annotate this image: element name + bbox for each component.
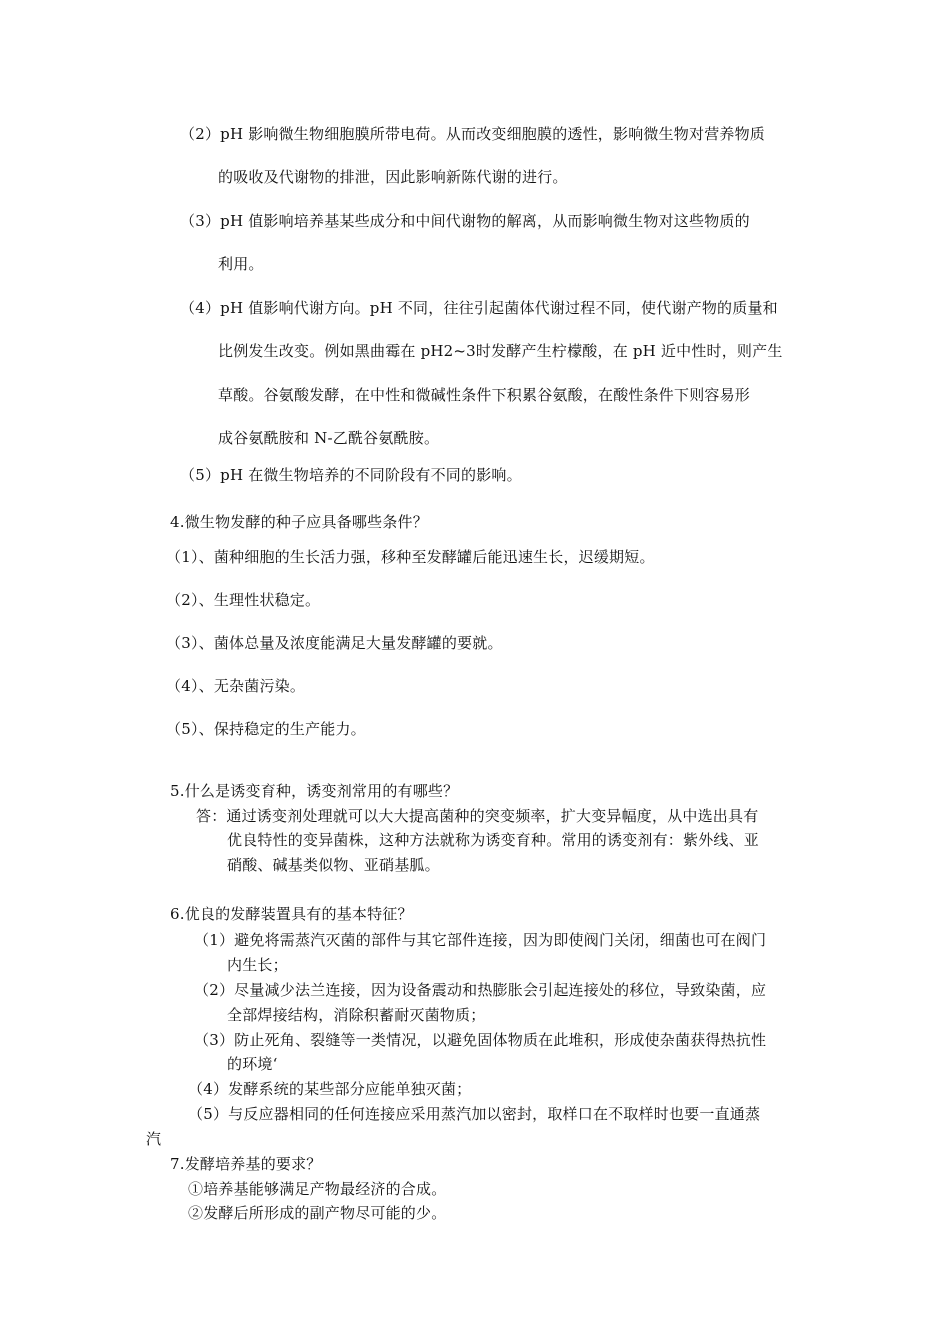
text-line: 利用。 (218, 255, 264, 273)
text-line: （4）发酵系统的某些部分应能单独灭菌； (188, 1080, 472, 1098)
text-line: （2）、生理性状稳定。 (166, 591, 321, 609)
text-line: （5）与反应器相同的任何连接应采用蒸汽加以密封，取样口在不取样时也要一直通蒸 (188, 1105, 761, 1123)
text-line: 内生长； (227, 956, 288, 974)
text-line: （1）避免将需蒸汽灭菌的部件与其它部件连接，因为即使阀门关闭，细菌也可在阀门 (194, 931, 767, 949)
text-line: （4）pH 值影响代谢方向。pH 不同，往往引起菌体代谢过程不同，使代谢产物的质量和 (180, 299, 778, 317)
text-line: 比例发生改变。例如黑曲霉在 pH2~3时发酵产生柠檬酸，在 pH 近中性时，则产生 (218, 342, 783, 360)
text-line: 汽 (146, 1130, 162, 1148)
text-line: 答：通过诱变剂处理就可以大大提高菌种的突变频率，扩大变异幅度，从中选出具有 (196, 807, 759, 825)
text-line: 成谷氨酰胺和 N-乙酰谷氨酰胺。 (218, 429, 440, 447)
text-line: 草酸。谷氨酸发酵，在中性和微碱性条件下积累谷氨酸，在酸性条件下则容易形 (218, 386, 751, 404)
question-heading: 4.微生物发酵的种子应具备哪些条件？ (170, 513, 428, 531)
question-heading: 7.发酵培养基的要求？ (170, 1155, 322, 1173)
text-line: （3）、菌体总量及浓度能满足大量发酵罐的要就。 (166, 634, 503, 652)
text-line: （1）、菌种细胞的生长活力强，移种至发酵罐后能迅速生长，迟缓期短。 (166, 548, 655, 566)
text-line: 的环境‘ (227, 1055, 278, 1073)
question-heading: 6.优良的发酵装置具有的基本特征？ (170, 905, 413, 923)
text-line: 的吸收及代谢物的排泄，因此影响新陈代谢的进行。 (218, 168, 568, 186)
question-heading: 5.什么是诱变育种，诱变剂常用的有哪些？ (170, 782, 459, 800)
text-line: （3）防止死角、裂缝等一类情况，以避免固体物质在此堆积，形成使杂菌获得热抗性 (194, 1031, 767, 1049)
text-line: ②发酵后所形成的副产物尽可能的少。 (188, 1204, 447, 1222)
text-line: 全部焊接结构，消除积蓄耐灭菌物质； (227, 1006, 486, 1024)
text-line: （2）pH 影响微生物细胞膜所带电荷。从而改变细胞膜的透性，影响微生物对营养物质 (180, 125, 765, 143)
text-line: （4）、无杂菌污染。 (166, 677, 306, 695)
text-line: 硝酸、碱基类似物、亚硝基胍。 (227, 856, 440, 874)
text-line: （5）pH 在微生物培养的不同阶段有不同的影响。 (180, 466, 522, 484)
text-line: ①培养基能够满足产物最经济的合成。 (188, 1180, 447, 1198)
text-line: （2）尽量减少法兰连接，因为设备震动和热膨胀会引起连接处的移位，导致染菌，应 (194, 981, 767, 999)
text-line: 优良特性的变异菌株，这种方法就称为诱变育种。常用的诱变剂有：紫外线、亚 (227, 831, 760, 849)
text-line: （3）pH 值影响培养基某些成分和中间代谢物的解离，从而影响微生物对这些物质的 (180, 212, 750, 230)
text-line: （5）、保持稳定的生产能力。 (166, 720, 366, 738)
